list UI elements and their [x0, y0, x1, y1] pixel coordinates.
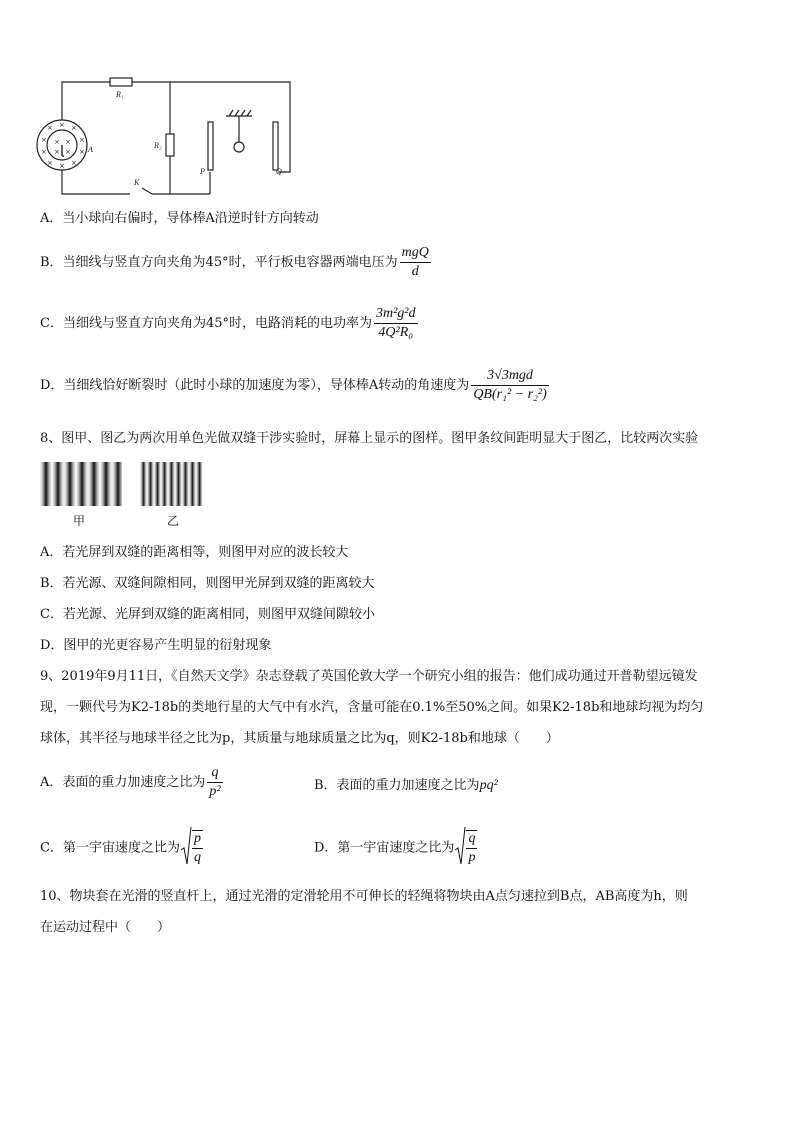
q9-stem-line3: 球体，其半径与地球半径之比为p，其质量与地球质量之比为q，则K2-18b和地球（ ）: [40, 731, 559, 746]
label-r2: R₂: [154, 141, 162, 150]
label-jia: 甲: [73, 514, 86, 528]
fringe-pattern-jia: [40, 462, 122, 506]
q7-option-d: [40, 368, 549, 403]
q9-option-c-den: q: [193, 850, 201, 865]
q9-option-d-text: D．第一宇宙速度之比为: [314, 840, 455, 856]
q9-option-a-den: p²: [209, 784, 221, 799]
q9-option-b-text: B．表面的重力加速度之比为: [314, 778, 480, 793]
q9-option-b: [314, 774, 498, 794]
svg-text:×: ×: [71, 159, 77, 167]
q9-option-c-num: p: [192, 831, 203, 849]
q9-option-a-fraction: [207, 765, 222, 800]
circuit-diagram: [30, 72, 300, 202]
q9-option-d: [314, 826, 477, 870]
label-k: K: [134, 178, 140, 187]
label-a: A: [88, 145, 93, 154]
q7-option-c-text: C．当细线与竖直方向夹角为45°时，电路消耗的电功率为: [40, 316, 372, 331]
q7-option-b-num: mgQ: [400, 245, 431, 263]
svg-text:×: ×: [47, 124, 53, 132]
label-yi: 乙: [167, 514, 180, 528]
q8-option-b: B．若光源、双缝间隙相同，则图甲光屏到双缝的距离较大: [40, 576, 375, 591]
svg-text:×: ×: [59, 121, 65, 129]
q10-stem-line1: 10、物块套在光滑的竖直杆上，通过光滑的定滑轮用不可伸长的轻绳将物块由A点匀速拉到B点，AB高度为h，则: [40, 889, 688, 904]
svg-text:×: ×: [79, 148, 85, 156]
q7-option-c-fraction: [374, 306, 418, 341]
svg-text:×: ×: [41, 148, 47, 156]
q8-option-c: C．若光源、光屏到双缝的距离相同，则图甲双缝间隙较小: [40, 607, 375, 622]
fringe-pattern-yi: [140, 462, 202, 506]
q9-option-a-text: A．表面的重力加速度之比为: [40, 775, 206, 790]
q7-option-d-text: D．当细线恰好断裂时（此时小球的加速度为零），导体棒A转动的角速度为: [40, 378, 470, 393]
label-p: P: [200, 167, 205, 176]
q9-option-d-num: q: [466, 831, 477, 849]
q9-option-a-num: q: [207, 765, 222, 783]
sqrt-icon: [454, 826, 466, 870]
q7-option-a: A．当小球向右偏时，导体棒A沿逆时针方向转动: [40, 211, 319, 226]
q7-option-b-den: d: [411, 264, 419, 279]
q7-option-b-fraction: [400, 245, 431, 280]
q9-option-d-den: p: [468, 850, 476, 865]
q7-option-b: [40, 245, 431, 280]
label-r1: R₁: [116, 90, 124, 99]
q7-option-d-fraction: [471, 368, 548, 403]
svg-text:×: ×: [54, 148, 60, 156]
q9-option-c-text: C．第一宇宙速度之比为: [40, 840, 180, 856]
q8-option-d: D．图甲的光更容易产生明显的衍射现象: [40, 638, 272, 653]
sqrt-icon: [180, 826, 192, 870]
svg-text:×: ×: [41, 136, 47, 144]
label-q: Q: [276, 167, 282, 176]
svg-text:×: ×: [65, 148, 71, 156]
svg-text:×: ×: [59, 162, 65, 170]
q9-option-c-fraction: [192, 830, 203, 866]
q9-option-d-fraction: [466, 830, 477, 866]
q7-option-c-den: 4Q²R₀: [378, 325, 414, 340]
svg-text:×: ×: [47, 159, 53, 167]
q7-option-b-text: B．当细线与竖直方向夹角为45°时，平行板电容器两端电压为: [40, 255, 398, 270]
q7-option-d-den: QB(r₁² − r₂²): [473, 387, 547, 402]
q7-option-d-num: 3√3mgd: [471, 368, 548, 386]
q8-stem: 8、图甲、图乙为两次用单色光做双缝干涉实验时，屏幕上显示的图样。图甲条纹间距明显大于图乙，比较两次实验: [40, 431, 699, 446]
q9-stem-line1: 9、2019年9月11日，《自然天文学》杂志登载了英国伦敦大学一个研究小组的报告：他们成功通过开普勒望远镜发: [40, 669, 698, 684]
q7-option-c: [40, 306, 418, 341]
q7-option-c-num: 3m²g²d: [374, 306, 418, 324]
svg-text:×: ×: [79, 136, 85, 144]
svg-text:×: ×: [54, 138, 60, 146]
q9-stem-line2: 现，一颗代号为K2-18b的类地行星的大气中有水汽，含量可能在0.1%至50%之间。如果K2-18b和地球均视为均匀: [40, 700, 704, 715]
q9-option-c: [40, 826, 203, 870]
q8-option-a: A．若光屏到双缝的距离相等，则图甲对应的波长较大: [40, 545, 349, 560]
svg-text:×: ×: [71, 124, 77, 132]
q9-option-a: [40, 765, 223, 800]
svg-text:×: ×: [65, 138, 71, 146]
q9-option-b-expr: pq²: [479, 778, 498, 793]
q10-stem-line2: 在运动过程中（ ）: [40, 920, 171, 935]
